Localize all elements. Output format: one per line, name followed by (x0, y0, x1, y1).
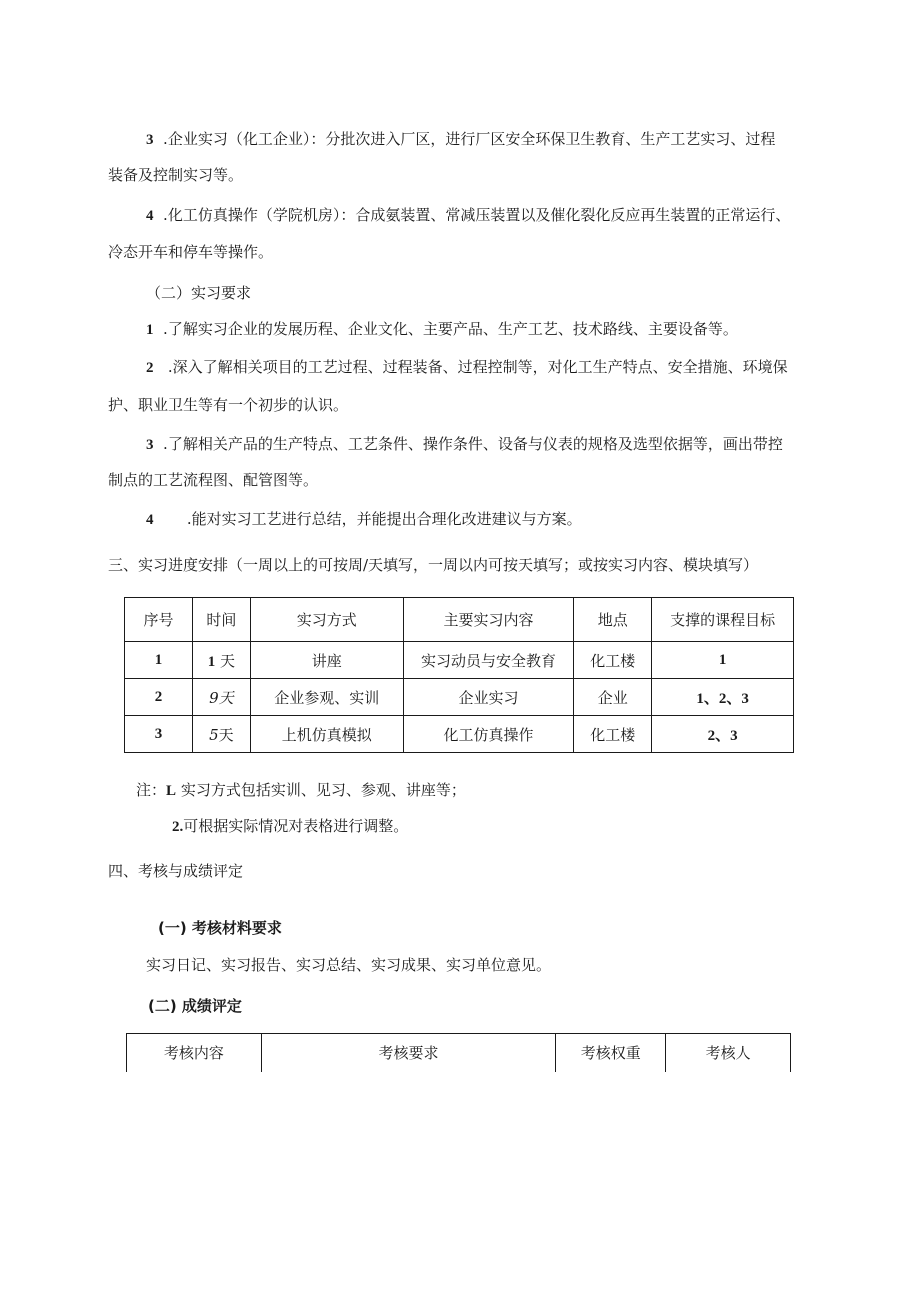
table-row (125, 679, 794, 716)
requirements-heading: （二）实习要求 (146, 284, 252, 302)
cell-no: 3 (125, 716, 193, 753)
table-row (125, 642, 794, 679)
cell-no: 1 (125, 642, 193, 679)
section-4-title: 四、考核与成绩评定 (108, 862, 244, 880)
header-cell: 考核内容 (127, 1034, 262, 1072)
requirement-item-continuation: 护、职业卫生等有一个初步的认识。 (108, 396, 349, 414)
table-header-row (127, 1034, 791, 1072)
cell-goal: 2、3 (652, 716, 794, 753)
header-cell: 考核要求 (261, 1034, 556, 1072)
header-cell: 主要实习内容 (403, 598, 574, 642)
grade-table (126, 1033, 791, 1072)
cell-content: 化工仿真操作 (403, 716, 574, 753)
cell-no: 2 (125, 679, 193, 716)
requirement-item: 3 .了解相关产品的生产特点、工艺条件、操作条件、设备与仪表的规格及选型依据等，画出带控 (146, 435, 783, 453)
subsection-2-title: (二) 成绩评定 (148, 997, 242, 1015)
cell-content: 实习动员与安全教育 (403, 642, 574, 679)
header-cell: 时间 (192, 598, 250, 642)
requirement-item: 1 .了解实习企业的发展历程、企业文化、主要产品、生产工艺、技术路线、主要设备等。 (146, 320, 738, 338)
header-cell: 地点 (574, 598, 652, 642)
cell-content: 企业实习 (403, 679, 574, 716)
header-cell: 支撑的课程目标 (652, 598, 794, 642)
table-row (125, 716, 794, 753)
paragraph-simulation-line1: 4 .化工仿真操作（学院机房）：合成氨装置、常减压装置以及催化裂化反应再生装置的正常运行、 (146, 206, 791, 224)
requirement-item-continuation: 制点的工艺流程图、配管图等。 (108, 471, 319, 489)
note-2: 2.可根据实际情况对表格进行调整。 (172, 817, 409, 835)
cell-place: 化工楼 (574, 642, 652, 679)
header-cell: 序号 (125, 598, 193, 642)
cell-time: 9天 (192, 679, 250, 716)
requirement-item: 2 .深入了解相关项目的工艺过程、过程装备、过程控制等，对化工生产特点、安全措施、环境保 (146, 358, 788, 376)
note-1: 注：L 实习方式包括实训、见习、参观、讲座等； (136, 781, 466, 799)
paragraph-simulation-line2: 冷态开车和停车等操作。 (108, 243, 274, 261)
cell-goal: 1 (652, 642, 794, 679)
paragraph-enterprise-internship-line2: 装备及控制实习等。 (108, 166, 244, 184)
paragraph-enterprise-internship-line1: 3 .企业实习（化工企业）：分批次进入厂区，进行厂区安全环保卫生教育、生产工艺实习、过程 (146, 130, 776, 148)
cell-method: 讲座 (250, 642, 403, 679)
cell-time: 5天 (192, 716, 250, 753)
table-header-row (125, 598, 794, 642)
cell-place: 企业 (574, 679, 652, 716)
cell-goal: 1、2、3 (652, 679, 794, 716)
cell-place: 化工楼 (574, 716, 652, 753)
requirement-item: 4 .能对实习工艺进行总结，并能提出合理化改进建议与方案。 (146, 510, 582, 528)
header-cell: 考核人 (666, 1034, 791, 1072)
item-number: 4 (146, 208, 154, 224)
header-cell: 考核权重 (556, 1034, 666, 1072)
section-3-title: 三、实习进度安排（一周以上的可按周/天填写，一周以内可按天填写；或按实习内容、模块填写） (108, 556, 759, 574)
cell-time: 1 天 (192, 642, 250, 679)
header-cell: 实习方式 (250, 598, 403, 642)
subsection-1-title: (一) 考核材料要求 (158, 919, 282, 937)
item-number: 3 (146, 132, 154, 148)
cell-method: 企业参观、实训 (250, 679, 403, 716)
cell-method: 上机仿真模拟 (250, 716, 403, 753)
subsection-1-body: 实习日记、实习报告、实习总结、实习成果、实习单位意见。 (146, 956, 552, 974)
schedule-table (124, 597, 794, 753)
